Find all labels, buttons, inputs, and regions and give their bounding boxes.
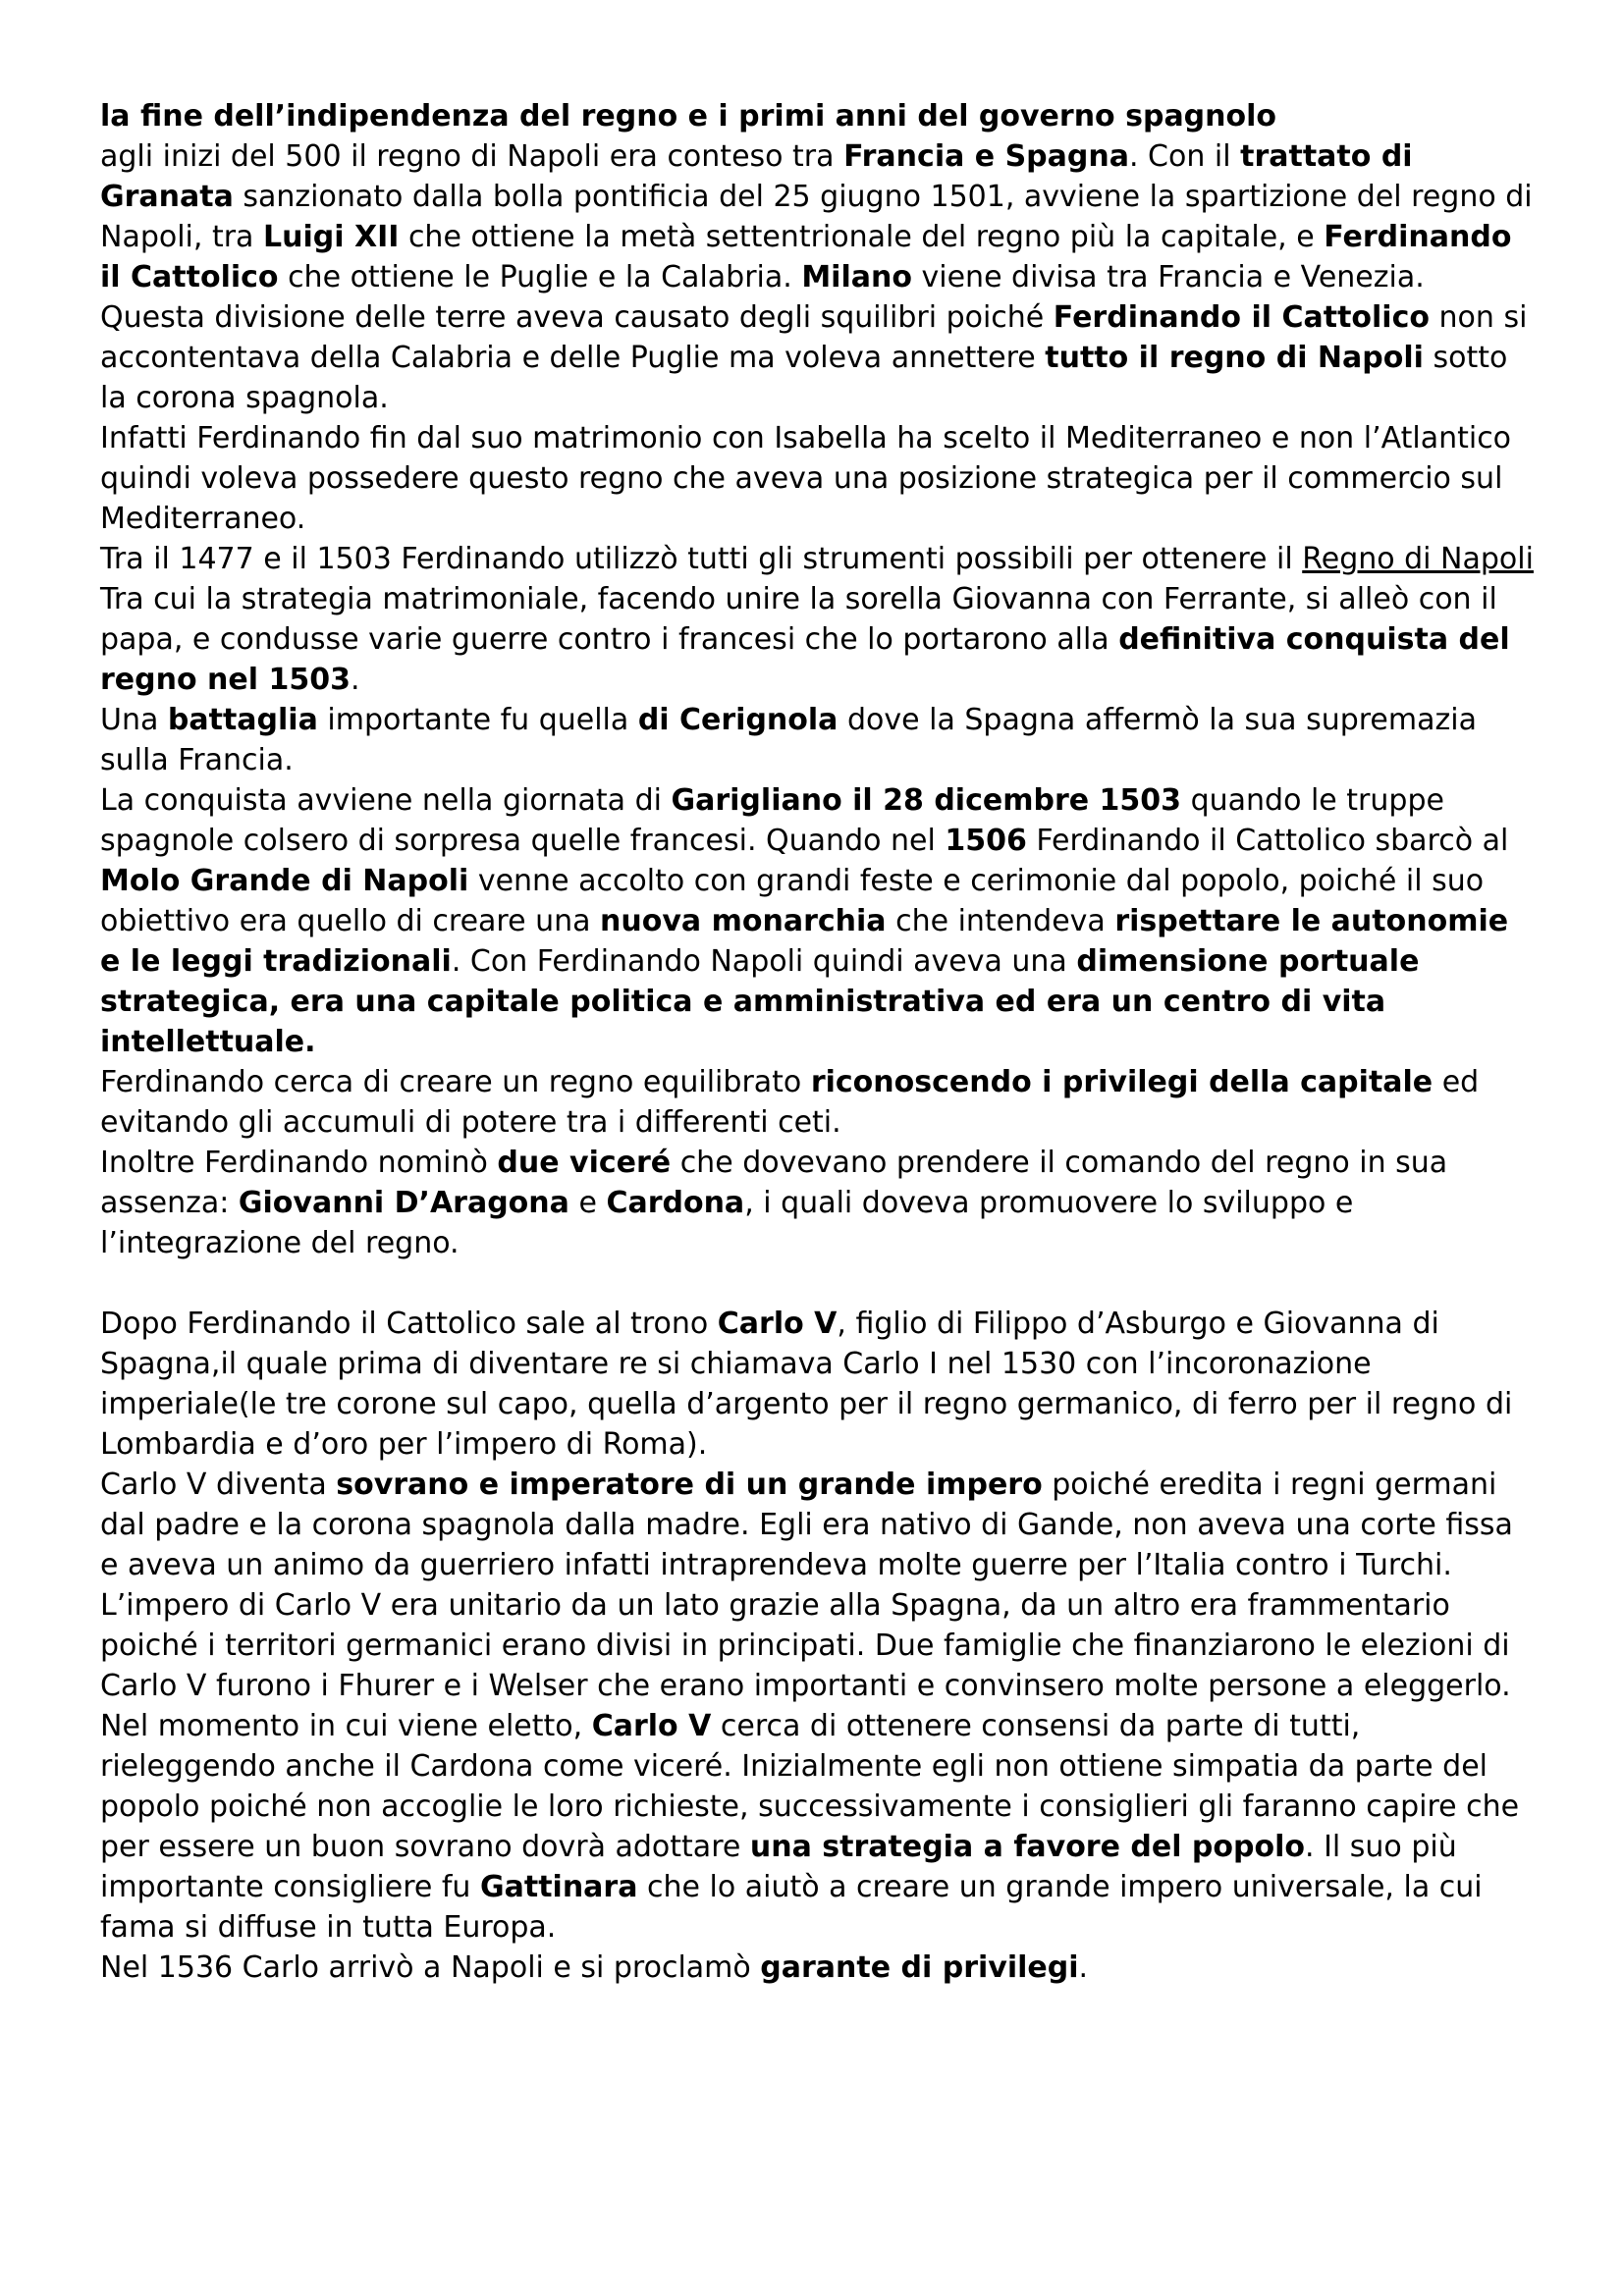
text-run: poiché eredita i regni germani dal padre e la corona spagnola dalla madre. Egli era nativo di Gande, non aveva una corte fissa e aveva un animo da guerriero infatti intraprendeva molte guerre per l’Italia contro i Turchi. bbox=[100, 1468, 1513, 1582]
text-run: viene divisa tra Francia e Venezia. Questa divisione delle terre aveva causato degli squilibri poiché bbox=[100, 260, 1425, 335]
bold-text: rispettare le autonomie e le leggi tradizionali bbox=[100, 904, 1509, 979]
bold-text: Milano bbox=[801, 260, 912, 294]
text-run: quando le truppe spagnole colsero di sorpresa quelle francesi. Quando nel bbox=[100, 783, 1444, 858]
bold-text: nuova monarchia bbox=[600, 904, 887, 938]
text-run: Ferdinando cerca di creare un regno equilibrato bbox=[100, 1065, 811, 1099]
text-run: Dopo Ferdinando il Cattolico sale al trono bbox=[100, 1307, 718, 1341]
paragraph bbox=[100, 539, 1534, 579]
paragraph bbox=[100, 1706, 1534, 1948]
text-run: Nel momento in cui viene eletto, bbox=[100, 1709, 592, 1743]
bold-text: Luigi XII bbox=[262, 220, 400, 254]
text-run: , figlio di Filippo d’Asburgo e Giovanna di Spagna,il quale prima di diventare re si chiamava Carlo I nel 1530 con l’incoronazione imperiale(le tre corone sul capo, quella d’argento per il regno germanico, di ferro per il regno di Lombardia e d’oro per l’impero di Roma). bbox=[100, 1307, 1513, 1462]
text-run: agli inizi del 500 il regno di Napoli era conteso tra bbox=[100, 139, 844, 174]
bold-text: definitiva conquista del regno nel 1503 bbox=[100, 622, 1510, 697]
paragraph bbox=[100, 780, 1534, 1062]
document-page bbox=[100, 96, 1534, 1988]
bold-text: di Cerignola bbox=[637, 703, 839, 737]
text-run: Carlo V diventa bbox=[100, 1468, 337, 1502]
text-run: che lo aiutò a creare un grande impero universale, la cui fama si diffuse in tutta Europa. bbox=[100, 1870, 1483, 1945]
bold-text: sovrano e imperatore di un grande impero bbox=[336, 1468, 1043, 1502]
text-run: Nel 1536 Carlo arrivò a Napoli e si proclamò bbox=[100, 1950, 761, 1985]
document-title: la fine dell’indipendenza del regno e i primi anni del governo spagnolo bbox=[100, 99, 1277, 133]
text-run: . bbox=[1078, 1950, 1089, 1985]
text-run: venne accolto con grandi feste e cerimonie dal popolo, poiché il suo obiettivo era quello di creare una bbox=[100, 864, 1485, 938]
bold-text: Ferdinando il Cattolico bbox=[100, 220, 1512, 294]
text-run: Tra il 1477 e il 1503 Ferdinando utilizzò tutti gli strumenti possibili per ottenere il bbox=[100, 542, 1303, 576]
bold-text: battaglia bbox=[167, 703, 318, 737]
bold-text: Garigliano il 28 dicembre 1503 bbox=[671, 783, 1182, 818]
text-run: sotto la corona spagnola. bbox=[100, 341, 1508, 415]
bold-text: 1506 bbox=[945, 824, 1027, 858]
bold-text: garante di privilegi bbox=[760, 1950, 1079, 1985]
document-body bbox=[100, 136, 1534, 1988]
paragraph bbox=[100, 1585, 1534, 1706]
bold-text: Carlo V bbox=[591, 1709, 712, 1743]
text-run: Inoltre Ferdinando nominò bbox=[100, 1146, 498, 1180]
bold-text: Molo Grande di Napoli bbox=[100, 864, 469, 898]
text-run: che ottiene le Puglie e la Calabria. bbox=[278, 260, 802, 294]
text-run: , i quali doveva promuovere lo sviluppo e l’integrazione del regno. bbox=[100, 1186, 1354, 1260]
paragraph bbox=[100, 1062, 1534, 1143]
bold-text: tutto il regno di Napoli bbox=[1045, 341, 1424, 375]
text-run: La conquista avviene nella giornata di bbox=[100, 783, 672, 818]
paragraph bbox=[100, 1948, 1534, 1988]
bold-text: una strategia a favore del popolo bbox=[749, 1830, 1305, 1864]
paragraph bbox=[100, 136, 1534, 418]
text-run: non si accontentava della Calabria e delle Puglie ma voleva annettere bbox=[100, 300, 1528, 375]
text-run: e bbox=[568, 1186, 607, 1220]
text-run: . Il suo più importante consigliere fu bbox=[100, 1830, 1457, 1904]
text-run: Tra cui la strategia matrimoniale, facendo unire la sorella Giovanna con Ferrante, si alleò con il papa, e condusse varie guerre contro i francesi che lo portarono alla bbox=[100, 582, 1497, 657]
paragraph bbox=[100, 579, 1534, 700]
text-run: ed evitando gli accumuli di potere tra i differenti ceti. bbox=[100, 1065, 1480, 1140]
paragraph bbox=[100, 1465, 1534, 1585]
text-run: che dovevano prendere il comando del regno in sua assenza: bbox=[100, 1146, 1448, 1220]
underlined-text: Regno di Napoli bbox=[1302, 542, 1534, 576]
text-run: . Con il bbox=[1128, 139, 1241, 174]
text-run: sanzionato dalla bolla pontificia del 25 giugno 1501, avviene la spartizione del regno di Napoli, tra bbox=[100, 180, 1533, 254]
bold-text: Giovanni D’Aragona bbox=[238, 1186, 569, 1220]
text-run: Ferdinando il Cattolico sbarcò al bbox=[1026, 824, 1509, 858]
paragraph bbox=[100, 1304, 1534, 1465]
text-run: L’impero di Carlo V era unitario da un lato grazie alla Spagna, da un altro era frammentario poiché i territori germanici erano divisi in principati. Due famiglie che finanziarono le elezioni di Carlo V furono i Fhurer e i Welser che erano importanti e convinsero molte persone a eleggerlo. bbox=[100, 1588, 1511, 1703]
text-run: cerca di ottenere consensi da parte di tutti, rieleggendo anche il Cardona come viceré. Inizialmente egli non ottiene simpatia da parte del popolo poiché non accoglie le loro richieste, successivamente i consiglieri gli faranno capire che per essere un buon sovrano dovrà adottare bbox=[100, 1709, 1520, 1864]
text-run: importante fu quella bbox=[317, 703, 638, 737]
bold-text: Ferdinando il Cattolico bbox=[1053, 300, 1430, 335]
text-run: dove la Spagna affermò la sua supremazia sulla Francia. bbox=[100, 703, 1477, 777]
text-run: che ottiene la metà settentrionale del regno più la capitale, e bbox=[399, 220, 1325, 254]
paragraph bbox=[100, 418, 1534, 539]
bold-text: Carlo V bbox=[717, 1307, 838, 1341]
bold-text: Gattinara bbox=[479, 1870, 638, 1904]
bold-text: Francia e Spagna bbox=[843, 139, 1129, 174]
bold-text: due viceré bbox=[497, 1146, 672, 1180]
text-run: Una bbox=[100, 703, 168, 737]
paragraph bbox=[100, 700, 1534, 780]
bold-text: Cardona bbox=[606, 1186, 745, 1220]
paragraph bbox=[100, 1143, 1534, 1263]
text-run: . Con Ferdinando Napoli quindi aveva una bbox=[451, 944, 1077, 979]
bold-text: dimensione portuale strategica, era una capitale politica e amministrativa ed era un centro di vita intellettuale. bbox=[100, 944, 1420, 1059]
text-run: . bbox=[350, 663, 360, 697]
text-run: che intendeva bbox=[886, 904, 1115, 938]
bold-text: trattato di Granata bbox=[100, 139, 1413, 214]
bold-text: riconoscendo i privilegi della capitale bbox=[810, 1065, 1434, 1099]
text-run: Infatti Ferdinando fin dal suo matrimonio con Isabella ha scelto il Mediterraneo e non l’Atlantico quindi voleva possedere questo regno che aveva una posizione strategica per il commercio sul Mediterraneo. bbox=[100, 421, 1512, 536]
blank-line bbox=[100, 1263, 1534, 1304]
